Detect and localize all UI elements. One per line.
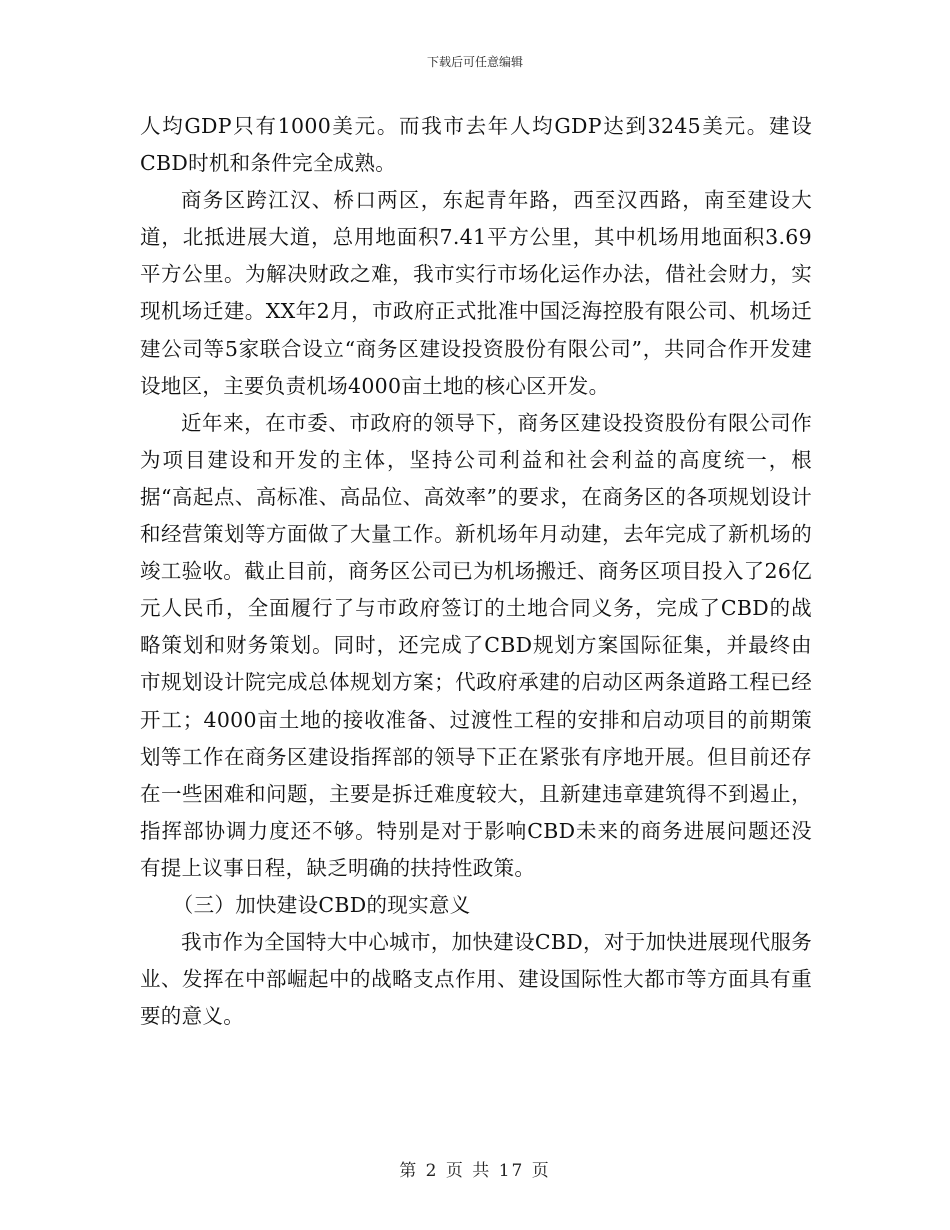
page-footer-number: 第 2 页 共 17 页 xyxy=(399,1161,551,1181)
paragraph-significance: 我市作为全国特大中心城市，加快建设CBD，对于加快进展现代服务业、发挥在中部崛起中的战略支点作用、建设国际性大都市等方面具有重要的意义。 xyxy=(140,930,812,1029)
paragraph-business-district-scope: 商务区跨江汉、桥口两区，东起青年路，西至汉西路，南至建设大道，北抵进展大道，总用地面积7.41平方公里，其中机场用地面积3.69平方公里。为解决财政之难，我市实行市场化运作办法，借社会财力，实现机场迁建。XX年2月，市政府正式批准中国泛海控股有限公司、机场迁建公司等5家联合设立“商务区建设投资股份有限公司”，共同合作开发建设地区，主要负责机场4000亩土地的核心区开发。 xyxy=(140,188,812,398)
paragraph-recent-progress: 近年来，在市委、市政府的领导下，商务区建设投资股份有限公司作为项目建设和开发的主体，坚持公司利益和社会利益的高度统一，根据“高起点、高标准、高品位、高效率”的要求，在商务区的各项规划设计和经营策划等方面做了大量工作。新机场年月动建，去年完成了新机场的竣工验收。截止目前，商务区公司已为机场搬迁、商务区项目投入了26亿元人民币，全面履行了与市政府签订的土地合同义务，完成了CBD的战略策划和财务策划。同时，还完成了CBD规划方案国际征集，并最终由市规划设计院完成总体规划方案；代政府承建的启动区两条道路工程已经开工；4000亩土地的接收准备、过渡性工程的安排和启动项目的前期策划等工作在商务区建设指挥部的领导下正在紧张有序地开展。但目前还存在一些困难和问题，主要是拆迁难度较大，且新建违章建筑得不到遏止，指挥部协调力度还不够。特别是对于影响CBD未来的商务进展问题还没有提上议事日程，缺乏明确的扶持性政策。 xyxy=(140,410,812,880)
page-header-note: 下载后可任意编辑 xyxy=(426,55,523,69)
paragraph-continuation: 人均GDP只有1000美元。而我市去年人均GDP达到3245美元。建设CBD时机和条件完全成熟。 xyxy=(140,114,812,176)
section-heading-significance: （三）加快建设CBD的现实意义 xyxy=(172,892,471,917)
document-body xyxy=(140,108,812,1035)
